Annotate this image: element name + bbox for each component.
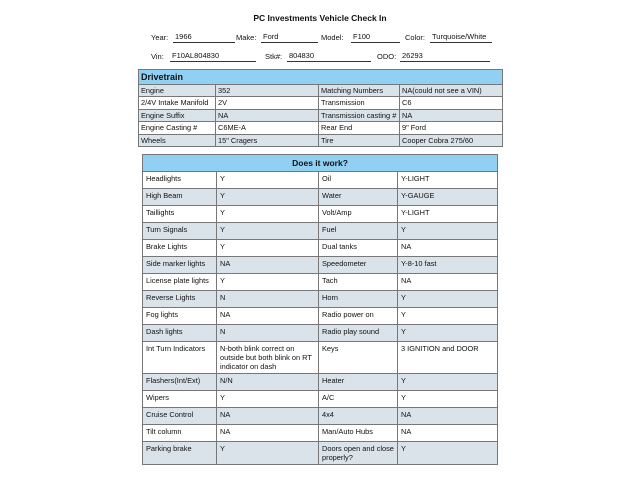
page-title: PC Investments Vehicle Check In	[253, 13, 387, 23]
table-cell: Dash lights	[143, 325, 217, 342]
table-cell: Heater	[319, 374, 398, 391]
vin-field[interactable]: F10AL804830	[170, 51, 256, 62]
vin-label: Vin:	[151, 52, 164, 61]
table-cell: Engine Casting #	[139, 122, 216, 134]
table-cell: Engine Suffix	[139, 109, 216, 121]
table-cell: Wipers	[143, 391, 217, 408]
odo-label: ODO:	[377, 52, 397, 61]
table-cell: Y	[217, 189, 319, 206]
table-cell: Y-8-10 fast	[398, 257, 498, 274]
table-cell: Parking brake	[143, 442, 217, 465]
table-cell: Water	[319, 189, 398, 206]
table-cell: Tilt column	[143, 425, 217, 442]
table-cell: N-both blink correct on outside but both blink on RT indicator on dash	[217, 342, 319, 374]
table-cell: Rear End	[319, 122, 400, 134]
table-row	[143, 240, 498, 257]
table-cell: Dual tanks	[319, 240, 398, 257]
table-cell: Transmission casting #	[319, 109, 400, 121]
table-cell: Taillights	[143, 206, 217, 223]
table-cell: Turn Signals	[143, 223, 217, 240]
table-row	[143, 274, 498, 291]
table-cell: 4x4	[319, 408, 398, 425]
table-cell: Y	[217, 240, 319, 257]
works-table	[142, 154, 498, 465]
table-row	[143, 172, 498, 189]
table-cell: Y	[398, 325, 498, 342]
table-row	[143, 223, 498, 240]
table-cell: Y	[217, 223, 319, 240]
table-cell: Cruise Control	[143, 408, 217, 425]
table-cell: NA	[398, 274, 498, 291]
table-cell: Y	[398, 374, 498, 391]
table-cell: Tire	[319, 134, 400, 146]
table-row	[143, 257, 498, 274]
table-cell: Brake Lights	[143, 240, 217, 257]
table-cell: Engine	[139, 85, 216, 97]
table-cell: NA	[217, 257, 319, 274]
table-cell: NA	[400, 109, 503, 121]
table-cell: Y	[217, 206, 319, 223]
table-cell: License plate lights	[143, 274, 217, 291]
table-cell: Y	[398, 291, 498, 308]
table-cell: C6ME-A	[216, 122, 319, 134]
table-cell: N	[217, 291, 319, 308]
color-field[interactable]: Turquoise/White	[430, 32, 492, 43]
table-cell: Y	[398, 442, 498, 465]
table-cell: Y	[398, 308, 498, 325]
table-row	[143, 425, 498, 442]
table-cell: Y	[398, 391, 498, 408]
table-cell: C6	[400, 97, 503, 109]
table-cell: Matching Numbers	[319, 85, 400, 97]
table-cell: NA	[217, 425, 319, 442]
table-row	[143, 325, 498, 342]
table-cell: Keys	[319, 342, 398, 374]
table-cell: Y	[398, 223, 498, 240]
table-cell: 9" Ford	[400, 122, 503, 134]
table-cell: High Beam	[143, 189, 217, 206]
year-label: Year:	[151, 33, 169, 42]
table-row	[139, 109, 503, 121]
table-cell: N	[217, 325, 319, 342]
stk-field[interactable]: 804830	[287, 51, 371, 62]
table-cell: Fog lights	[143, 308, 217, 325]
table-cell: NA	[216, 109, 319, 121]
table-row	[143, 442, 498, 465]
table-cell: 2/4V Intake Manifold	[139, 97, 216, 109]
table-cell: Man/Auto Hubs	[319, 425, 398, 442]
table-cell: Horn	[319, 291, 398, 308]
table-row	[139, 122, 503, 134]
table-cell: NA	[398, 408, 498, 425]
table-row	[139, 85, 503, 97]
table-cell: Flashers(Int/Ext)	[143, 374, 217, 391]
year-field[interactable]: 1966	[173, 32, 235, 43]
model-field[interactable]: F100	[351, 32, 400, 43]
drivetrain-table	[138, 69, 503, 147]
table-cell: Int Turn Indicators	[143, 342, 217, 374]
table-row	[143, 408, 498, 425]
model-label: Model:	[321, 33, 344, 42]
table-row	[143, 206, 498, 223]
table-cell: Y	[217, 442, 319, 465]
table-cell: Y-LIGHT	[398, 172, 498, 189]
table-cell: Oil	[319, 172, 398, 189]
table-cell: Tach	[319, 274, 398, 291]
table-cell: Y	[217, 172, 319, 189]
table-cell: Y	[217, 274, 319, 291]
table-cell: NA	[398, 425, 498, 442]
table-cell: 15" Cragers	[216, 134, 319, 146]
table-cell: Cooper Cobra 275/60	[400, 134, 503, 146]
table-cell: Y-LIGHT	[398, 206, 498, 223]
table-cell: Transmission	[319, 97, 400, 109]
table-cell: Y-GAUGE	[398, 189, 498, 206]
drivetrain-heading: Drivetrain	[139, 70, 503, 85]
table-cell: Speedometer	[319, 257, 398, 274]
table-cell: Y	[217, 391, 319, 408]
table-cell: N/N	[217, 374, 319, 391]
table-cell: Wheels	[139, 134, 216, 146]
table-cell: Radio play sound	[319, 325, 398, 342]
table-cell: Volt/Amp	[319, 206, 398, 223]
table-row	[143, 291, 498, 308]
table-cell: NA(could not see a VIN)	[400, 85, 503, 97]
table-row	[139, 97, 503, 109]
table-row	[143, 189, 498, 206]
table-cell: Headlights	[143, 172, 217, 189]
table-cell: Doors open and close properly?	[319, 442, 398, 465]
table-cell: Fuel	[319, 223, 398, 240]
table-row	[143, 374, 498, 391]
make-field[interactable]: Ford	[261, 32, 318, 43]
table-cell: 2V	[216, 97, 319, 109]
table-cell: NA	[398, 240, 498, 257]
table-cell: NA	[217, 308, 319, 325]
make-label: Make:	[236, 33, 257, 42]
table-cell: 352	[216, 85, 319, 97]
table-row	[143, 342, 498, 374]
table-cell: NA	[217, 408, 319, 425]
table-row	[143, 308, 498, 325]
table-cell: Radio power on	[319, 308, 398, 325]
table-cell: 3 IGNITION and DOOR	[398, 342, 498, 374]
table-cell: Side marker lights	[143, 257, 217, 274]
table-cell: A/C	[319, 391, 398, 408]
odo-field[interactable]: 26293	[400, 51, 490, 62]
color-label: Color:	[405, 33, 426, 42]
table-row	[143, 391, 498, 408]
stk-label: Stk#:	[265, 52, 283, 61]
works-heading: Does it work?	[143, 155, 498, 172]
table-row	[139, 134, 503, 146]
table-cell: Reverse Lights	[143, 291, 217, 308]
